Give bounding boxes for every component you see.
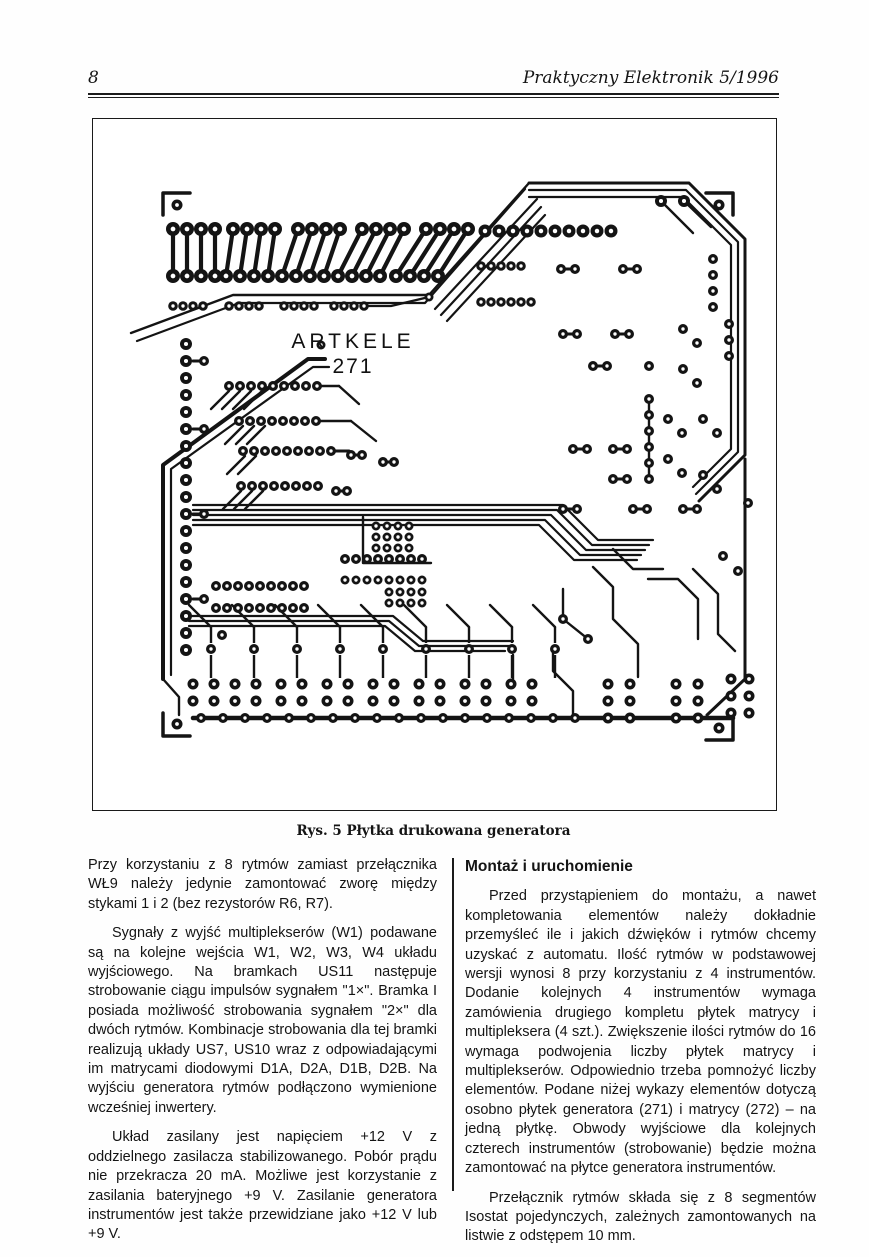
paragraph: Sygnały z wyjść multiplekserów (W1) podawane są na kolejne wejścia W1, W2, W3, W4 układu wyjściowego. Na bramkach US11 następuje strobowanie ciągu impulsów sygnałem "1×". Bramka I posiada możliwość strobowania sygnałem "2×" dla dwóch rytmów. Kombinacje strobowania dla tej bramki realizują układy US7, US10 wraz z odpowiadającymi im matrycami diodowymi D1A, D2A, D1B, D2B. Na wyjściu generatora rytmów podłączono wymienione wcześniej inwertery. xyxy=(88,925,437,1116)
board-label-name: ARTKELE xyxy=(291,330,415,353)
right-column xyxy=(465,856,816,1257)
board-label xyxy=(289,329,417,379)
paragraph: Przy korzystaniu z 8 rytmów zamiast przełącznika WŁ9 należy jedynie zamontować zworę między stykami 1 i 2 (bez rezystorów R6, R7). xyxy=(88,857,437,912)
paragraph: Układ zasilany jest napięciem +12 V z oddzielnego zasilacza stabilizowanego. Pobór prądu nie przekracza 20 mA. Możliwe jest korzystanie z zasilania bateryjnego +9 V. Zasilanie generatora instrumentów jest także przewidziane jako +12 V lub +9 V. xyxy=(88,1129,437,1243)
pcb-layout-drawing xyxy=(93,119,776,810)
journal-title: Praktyczny Elektronik 5/1996 xyxy=(522,68,779,88)
column-divider xyxy=(452,858,454,1191)
page-number: 8 xyxy=(88,68,99,88)
figure-frame xyxy=(92,118,777,811)
header-rule xyxy=(88,93,779,98)
page-header xyxy=(88,62,779,88)
figure-caption: Rys. 5 Płytka drukowana generatora xyxy=(296,823,571,839)
board-label-number: 271 xyxy=(332,355,374,378)
paragraph: Przed przystąpieniem do montażu, a nawet kompletowania elementów należy dokładnie przemyśleć ile i jakich dźwięków i rytmów chcemy uzyskać z automatu. Ilość rytmów w podstawowej wersji wynosi 8 przy korzystaniu z 4 instrumentów. Dodanie kolejnych 4 instrumentów wymaga zamówienia drugiego kompletu płytek matrycy i multipleksera (4 szt.). Zwiększenie ilości rytmów do 16 wymaga podwojenia liczby płytek matrycy i multiplekserów. Odpowiednio trzeba pomnożyć liczby elementów. Podane niżej wykazy elementów dotyczą osobno płytek generatora (271) i matrycy (272) – na jedną płytkę. Obwody wyjściowe dla kolejnych czterech instrumentów (strobowanie) będzie można zamontować na płytce generatora instrumentów. xyxy=(465,888,816,1177)
left-column xyxy=(88,856,437,1255)
section-heading: Montaż i uruchomienie xyxy=(465,858,633,875)
paragraph: Przełącznik rytmów składa się z 8 segmentów Isostat pojedynczych, zależnych zamontowanych na listwie z odstępem 10 mm. xyxy=(465,1189,816,1245)
